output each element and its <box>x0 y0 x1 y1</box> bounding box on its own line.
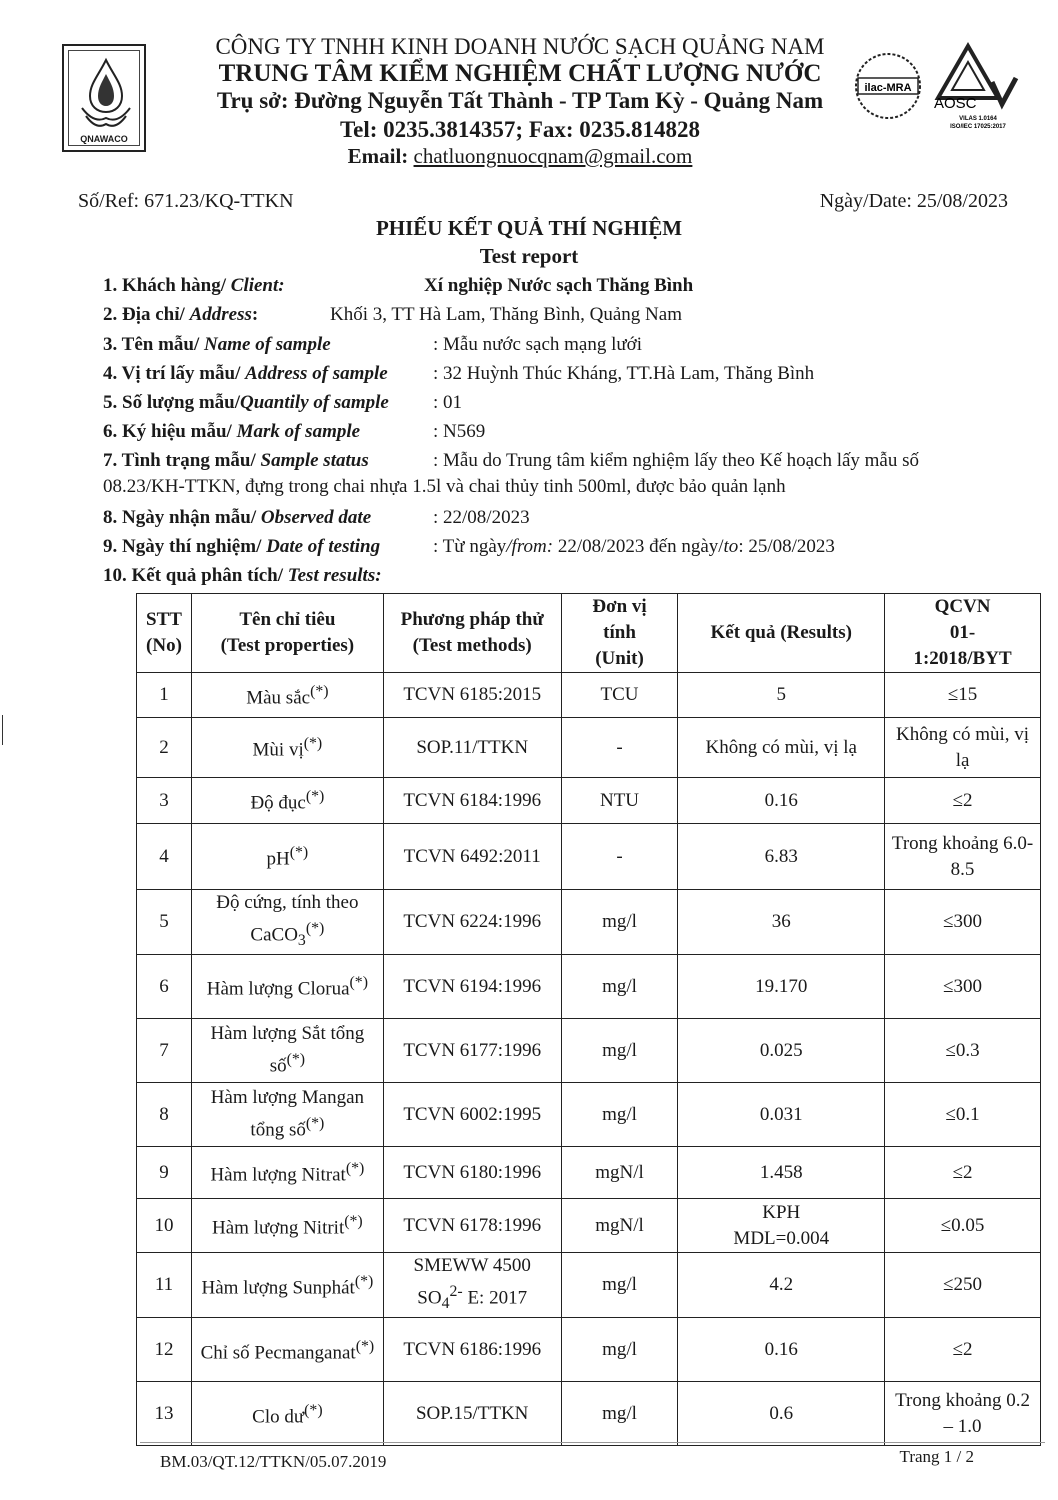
client-value: Xí nghiệp Nước sạch Thăng Bình <box>424 275 694 296</box>
received-date-line: 8. Ngày nhận mẫu/ Observed date : 22/08/2023 <box>103 507 530 528</box>
table-row: 7 Hàm lượng Sắt tổng số(*) TCVN 6177:1996 mg/l 0.025 ≤0.3 <box>137 1019 1041 1083</box>
sample-quantity-line: 5. Số lượng mẫu/Quantily of sample : 01 <box>103 392 463 413</box>
aosc-logo <box>930 42 1020 132</box>
table-row: 12 Chỉ số Pecmanganat(*) TCVN 6186:1996 mg/l 0.16 ≤2 <box>137 1318 1041 1382</box>
sample-quantity-value: : 01 <box>433 392 463 413</box>
ilac-text: ilac-MRA <box>864 82 912 94</box>
col-header-method: Phương pháp thử (Test methods) <box>383 594 561 673</box>
sample-status-line: 7. Tình trạng mẫu/ Sample status : Mẫu do Trung tâm kiểm nghiệm lấy theo Kế hoạch lấy mẫu số <box>103 450 920 471</box>
table-row: 3 Độ đục(*) TCVN 6184:1996 NTU 0.16 ≤2 <box>137 778 1041 824</box>
table-row: 10 Hàm lượng Nitrit(*) TCVN 6178:1996 mgN/l KPH MDL=0.004 ≤0.05 <box>137 1199 1041 1253</box>
testing-date-value: : Từ ngày/from: 22/08/2023 đến ngày/to: 25/08/2023 <box>433 536 835 557</box>
sample-mark-value: : N569 <box>433 421 486 442</box>
received-date-value: : 22/08/2023 <box>433 507 530 528</box>
sample-location-value: : 32 Huỳnh Thúc Kháng, TT.Hà Lam, Thăng Bình <box>433 363 815 384</box>
water-drop-icon <box>64 52 148 132</box>
testing-date-line: 9. Ngày thí nghiệm/ Date of testing : Từ ngày/from: 22/08/2023 đến ngày/to: 25/08/2023 <box>103 536 835 557</box>
table-row: 2 Mùi vị(*) SOP.11/TTKN - Không có mùi, vị lạ Không có mùi, vị lạ <box>137 718 1041 778</box>
table-row: 8 Hàm lượng Mangan tổng số(*) TCVN 6002:1995 mg/l 0.031 ≤0.1 <box>137 1083 1041 1147</box>
address-value: Khối 3, TT Hà Lam, Thăng Bình, Quảng Nam <box>330 304 682 325</box>
center-name: TRUNG TÂM KIỂM NGHIỆM CHẤT LƯỢNG NƯỚC <box>218 60 822 87</box>
table-row: 1 Màu sắc(*) TCVN 6185:2015 TCU 5 ≤15 <box>137 673 1041 718</box>
client-line: 1. Khách hàng/ Client: Xí nghiệp Nước sạch Thăng Bình <box>103 275 694 296</box>
table-row: 4 pH(*) TCVN 6492:2011 - 6.83 Trong khoảng 6.0-8.5 <box>137 824 1041 890</box>
footer-divider <box>140 1442 1045 1443</box>
vilas-text: VILAS 1.0164 <box>959 116 997 122</box>
table-row: 5 Độ cứng, tính theo CaCO$_3$(*) TCVN 6224:1996 mg/l 36 ≤300 <box>137 890 1041 955</box>
form-code: BM.03/QT.12/TTKN/05.07.2019 <box>160 1452 387 1471</box>
sample-location-line: 4. Vị trí lấy mẫu/ Address of sample : 32 Huỳnh Thúc Kháng, TT.Hà Lam, Thăng Bình <box>103 363 815 384</box>
document-subtitle: Test report <box>479 244 579 268</box>
company-logo <box>62 44 146 152</box>
iso-text: ISO/IEC 17025:2017 <box>950 124 1006 130</box>
address-line: 2. Địa chỉ/ Address: Khối 3, TT Hà Lam, Thăng Bình, Quảng Nam <box>103 304 682 325</box>
logo-caption: QNAWACO <box>80 134 128 144</box>
report-date: Ngày/Date: 25/08/2023 <box>819 190 1008 212</box>
col-header-no: STT (No) <box>137 594 192 673</box>
scan-margin-mark <box>2 715 3 745</box>
head-office-address: Trụ sở: Đường Nguyễn Tất Thành - TP Tam Kỳ - Quảng Nam <box>216 88 824 113</box>
sample-status-line-2: 08.23/KH-TTKN, đựng trong chai nhựa 1.5l và chai thủy tinh 500ml, được bảo quản lạnh <box>103 476 786 497</box>
email-link[interactable]: chatluongnuocqnam@gmail.com <box>413 144 693 168</box>
table-row: 11 Hàm lượng Sunphát(*) SMEWW 4500 $SO_4^{2-}$ E: 2017 mg/l 4.2 ≤250 <box>137 1253 1041 1318</box>
email-line <box>160 144 880 169</box>
ilac-mra-logo <box>852 48 924 128</box>
email-label: Email: <box>347 144 414 168</box>
table-row: 13 Clo dư(*) SOP.15/TTKN mg/l 0.6 Trong khoảng 0.2 – 1.0 <box>137 1382 1041 1446</box>
col-header-qcvn: QCVN 01- 1:2018/BYT <box>885 594 1041 673</box>
col-header-result: Kết quả (Results) <box>678 594 885 673</box>
col-header-unit: Đơn vị tính (Unit) <box>561 594 678 673</box>
phone-fax: Tel: 0235.3814357; Fax: 0235.814828 <box>339 117 701 142</box>
results-table <box>136 593 1041 1446</box>
reference-number: Số/Ref: 671.23/KQ-TTKN <box>78 190 294 212</box>
sample-mark-line: 6. Ký hiệu mẫu/ Mark of sample : N569 <box>103 421 486 442</box>
page-number: Trang 1 / 2 <box>899 1447 974 1466</box>
table-row: 6 Hàm lượng Clorua(*) TCVN 6194:1996 mg/l 19.170 ≤300 <box>137 955 1041 1019</box>
sample-name-value: : Mẫu nước sạch mạng lưới <box>433 334 643 355</box>
table-header-row <box>137 594 1041 673</box>
table-row: 9 Hàm lượng Nitrat(*) TCVN 6180:1996 mgN/l 1.458 ≤2 <box>137 1147 1041 1199</box>
document-title: PHIẾU KẾT QUẢ THÍ NGHIỆM <box>375 216 683 240</box>
sample-name-line: 3. Tên mẫu/ Name of sample : Mẫu nước sạch mạng lưới <box>103 334 643 355</box>
sample-status-value: : Mẫu do Trung tâm kiểm nghiệm lấy theo Kế hoạch lấy mẫu số <box>433 450 920 471</box>
test-results-heading: 10. Kết quả phân tích/ Test results: <box>103 565 382 586</box>
aosc-text: AOSC <box>934 95 977 112</box>
company-name: CÔNG TY TNHH KINH DOANH NƯỚC SẠCH QUẢNG NAM <box>215 34 825 59</box>
col-header-property: Tên chỉ tiêu (Test properties) <box>191 594 383 673</box>
